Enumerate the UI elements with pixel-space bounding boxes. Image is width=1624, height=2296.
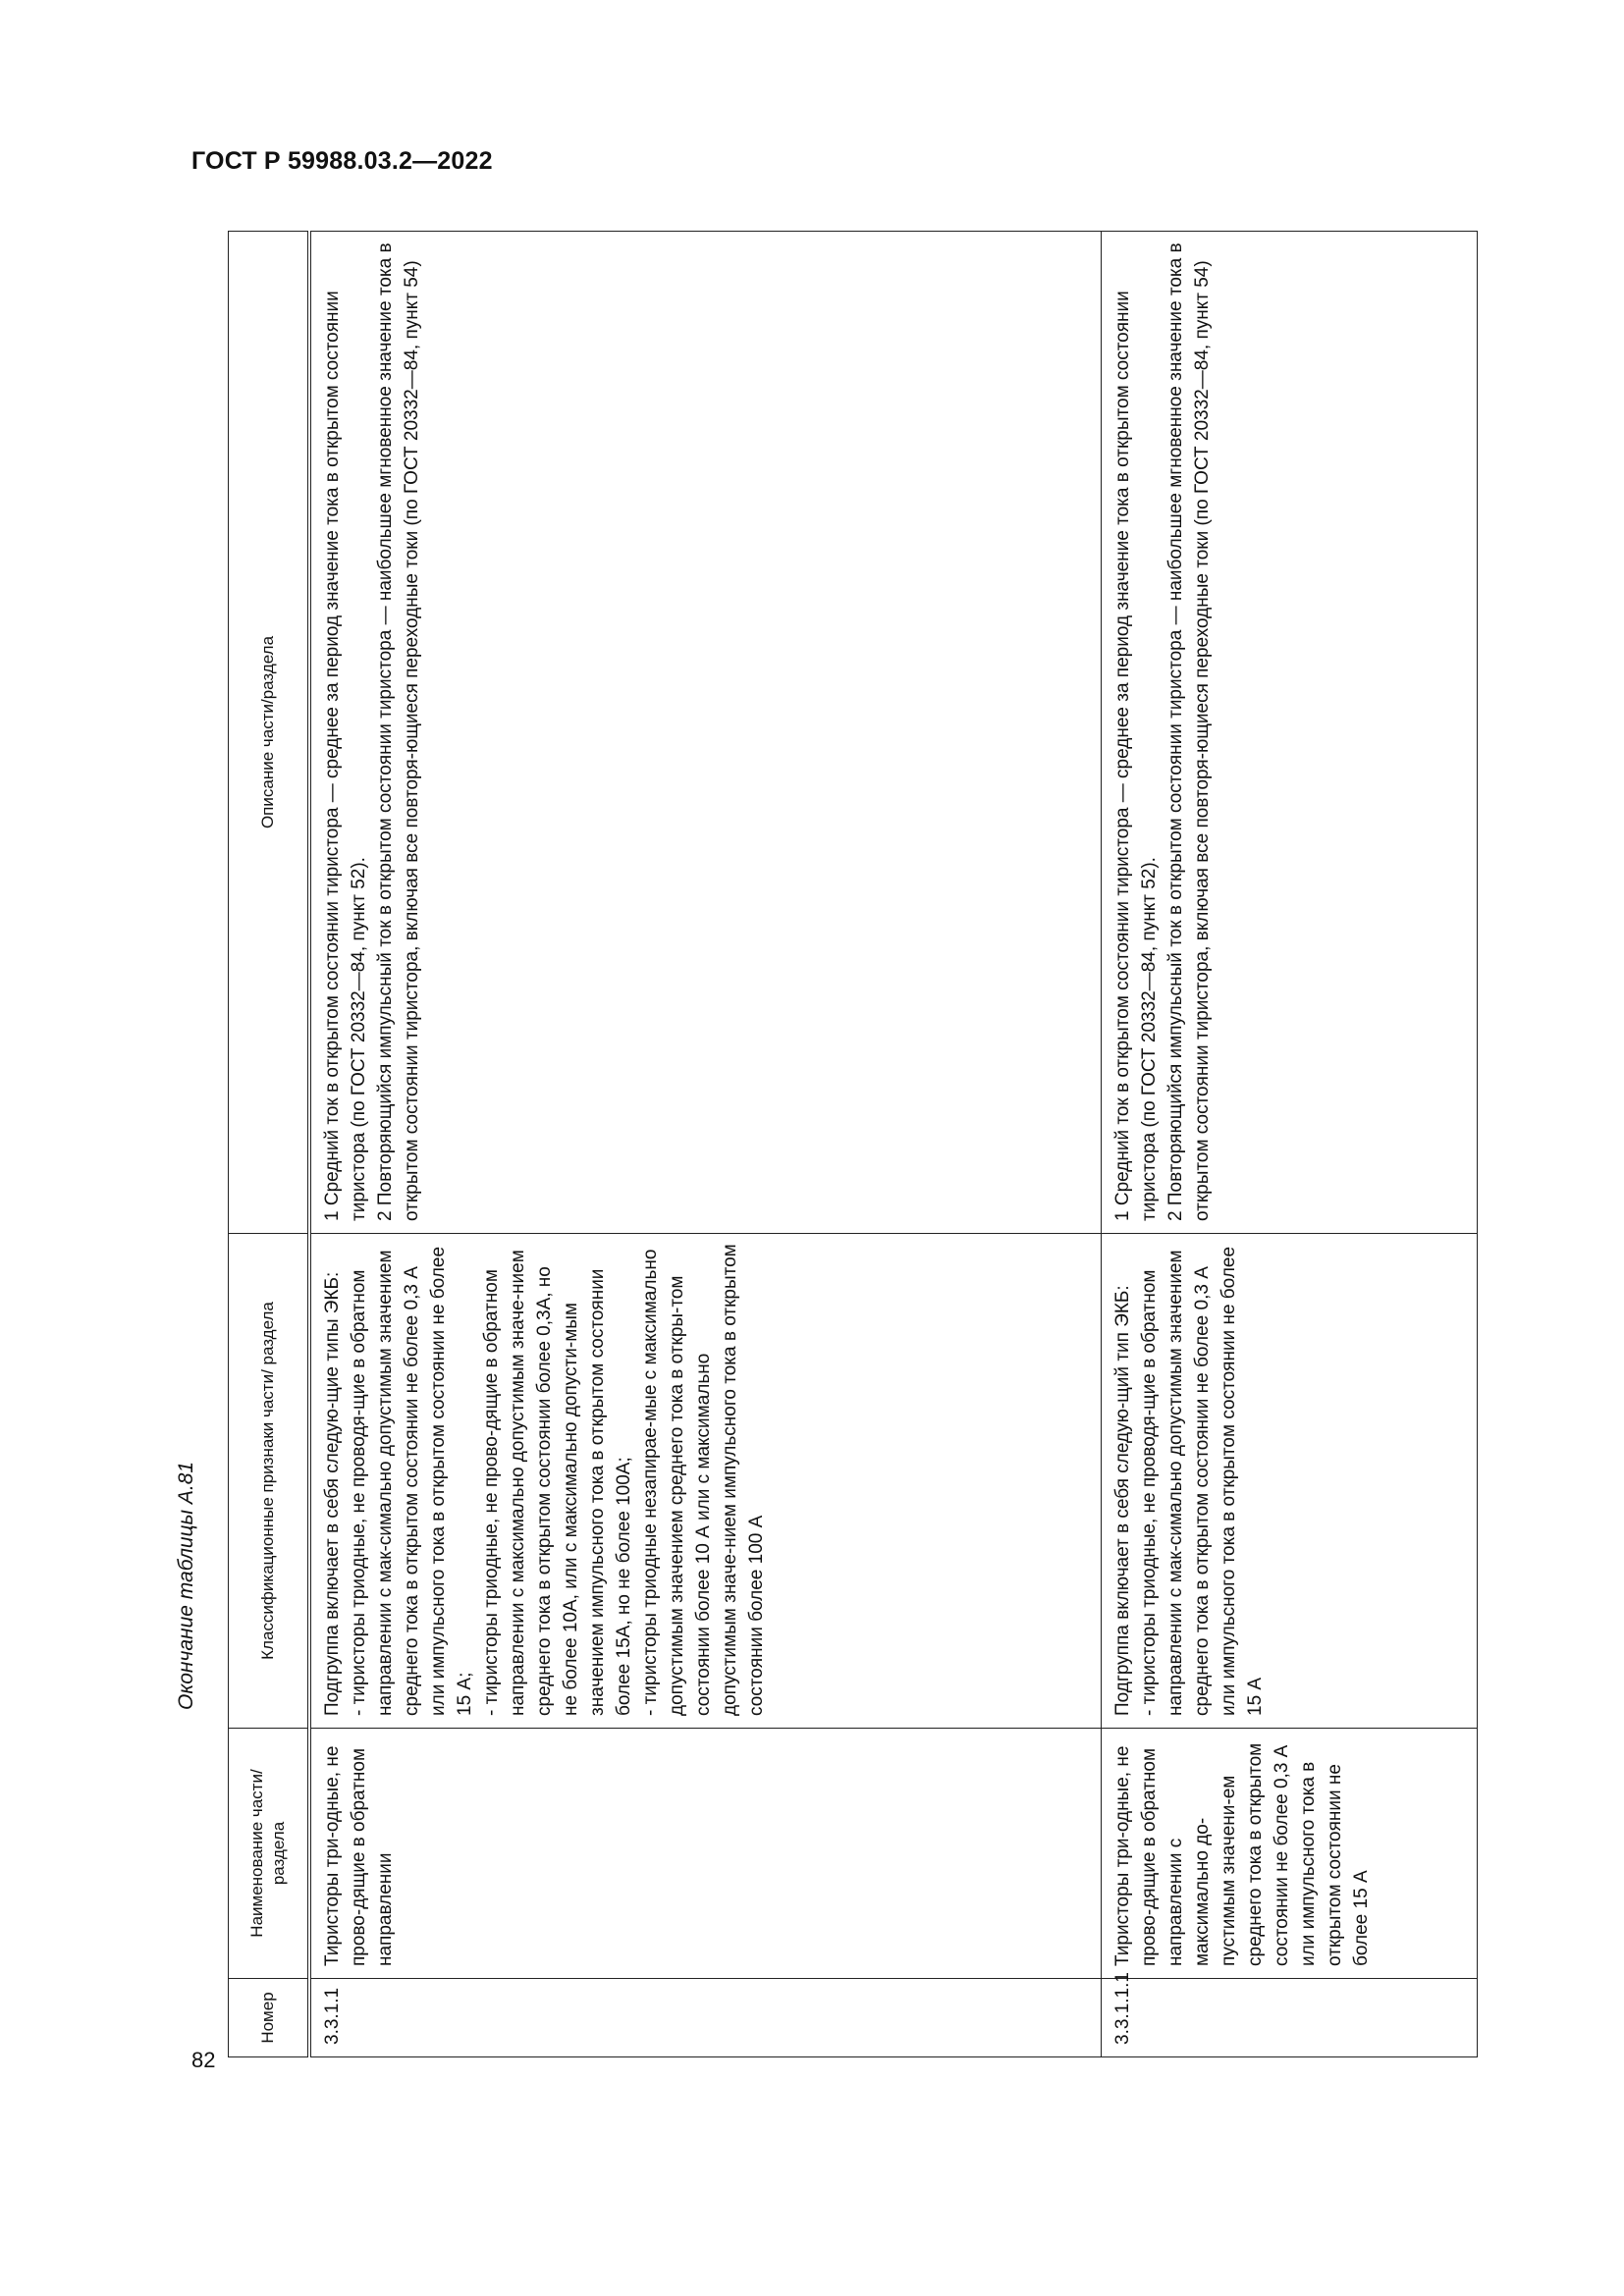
header-description: Описание части/раздела bbox=[229, 232, 310, 1234]
row-description bbox=[1102, 232, 1478, 1234]
description-line: 1 Средний ток в открытом состоянии тиристора — среднее за период значение тока в открытом состоянии тиристора (по ГОСТ 20332—84, пункт 52). bbox=[1112, 291, 1160, 1221]
page-number: 82 bbox=[191, 2048, 216, 2072]
classification-line: - тиристоры триодные, не прово-дящие в обратном направлении с максимально допустимым значе-нием среднего тока в открытом состоянии более 0,3А, но не более 10А, или с максимально допусти-мым значением импульсного тока в открытом состоянии более 15А, но не более 100А; bbox=[481, 1250, 634, 1716]
classification-line: - тиристоры триодные незапирае-мые с максимально допустимым значением среднего тока в откры-том состоянии более 10 А или с максимально допустимым значе-нием импульсного тока в открытом состоянии более 100 А bbox=[640, 1244, 767, 1716]
description-line: 2 Повторяющийся импульсный ток в открытом состоянии тиристора — наибольшее мгновенное значение тока в открытом состоянии тиристора, включая все повторя-ющиеся переходные токи (по ГОСТ 20332—84, пункт 54) bbox=[1165, 242, 1213, 1221]
header-classification: Классификационные признаки части/ раздела bbox=[229, 1234, 310, 1729]
header-number: Номер bbox=[229, 1979, 310, 2057]
classification-line: Подгруппа включает в себя следую-щие типы ЭКБ: bbox=[322, 1271, 343, 1716]
description-line: 2 Повторяющийся импульсный ток в открытом состоянии тиристора — наибольшее мгновенное значение тока в открытом состоянии тиристора, включая все повторя-ющиеся переходные токи (по ГОСТ 20332—84, пункт 54) bbox=[375, 242, 422, 1221]
header-name: Наименование части/ раздела bbox=[229, 1729, 310, 1979]
table-row bbox=[1102, 232, 1478, 2057]
row-name-text: Тиристоры три-одные, не прово-дящие в обратном направлении с максимально до-пустимым значени-ем среднего тока в открытом состоянии не более 0,3 А или импульсного тока в открытом состоянии не более 15 А bbox=[1112, 1742, 1372, 1966]
specification-table bbox=[228, 231, 1478, 2057]
table-header-row bbox=[229, 232, 310, 2057]
row-classification bbox=[1102, 1234, 1478, 1729]
row-name bbox=[1102, 1729, 1478, 1979]
document-code: ГОСТ Р 59988.03.2—2022 bbox=[191, 147, 493, 175]
row-classification bbox=[309, 1234, 1102, 1729]
description-line: 1 Средний ток в открытом состоянии тиристора — среднее за период значение тока в открытом состоянии тиристора (по ГОСТ 20332—84, пункт 52). bbox=[322, 291, 369, 1221]
classification-line: Подгруппа включает в себя следую-щий тип ЭКБ: bbox=[1112, 1285, 1133, 1716]
row-name bbox=[309, 1729, 1102, 1979]
classification-line: - тиристоры триодные, не проводя-щие в обратном направлении с мак-симально допустимым значением среднего тока в открытом состоянии не более 0,3 А или импульсного тока в открытом состоянии не более 15 А bbox=[1139, 1246, 1266, 1716]
row-number: 3.3.1.1.1 bbox=[1102, 1979, 1478, 2057]
rotated-table-container bbox=[228, 231, 1434, 2057]
classification-line: - тиристоры триодные, не проводя-щие в обратном направлении с мак-симально допустимым значением среднего тока в открытом состоянии не более 0,3 А или импульсного тока в открытом состоянии не более 15 А; bbox=[349, 1246, 475, 1716]
table-row bbox=[309, 232, 1102, 2057]
row-number: 3.3.1.1 bbox=[309, 1979, 1102, 2057]
table-caption: Окончание таблицы А.81 bbox=[175, 1461, 197, 1710]
row-description bbox=[309, 232, 1102, 1234]
row-name-text: Тиристоры три-одные, не прово-дящие в обратном направлении bbox=[322, 1745, 396, 1966]
